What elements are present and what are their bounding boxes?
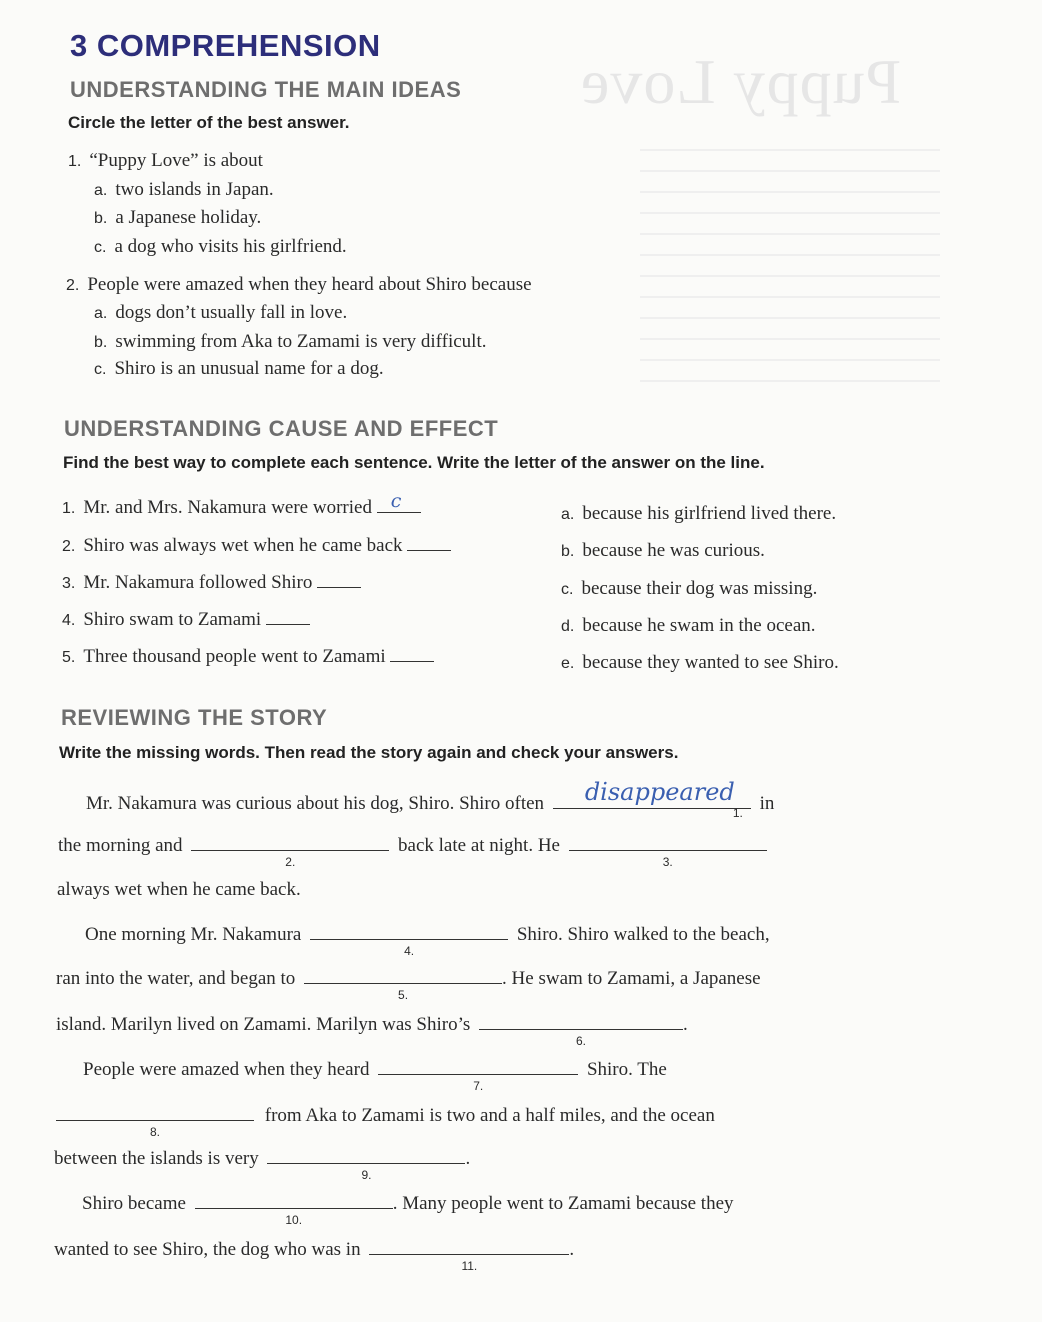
story-text: island. Marilyn lived on Zamami. Marilyn was Shiro’s bbox=[56, 1014, 471, 1035]
choice-letter: e. bbox=[561, 655, 575, 672]
effect-choice-b bbox=[561, 540, 765, 562]
story-blank-10[interactable] bbox=[195, 1192, 393, 1227]
story-blank-5[interactable] bbox=[304, 967, 502, 1002]
question-number: 1. bbox=[68, 153, 82, 170]
option-letter[interactable]: c. bbox=[94, 239, 107, 256]
effect-choice-c bbox=[561, 578, 817, 600]
bleed-through-lines bbox=[640, 130, 940, 401]
section-title: 3 COMPREHENSION bbox=[70, 28, 381, 63]
handwritten-answer: disappeared bbox=[584, 778, 735, 806]
review-instruction: Write the missing words. Then read the story again and check your answers. bbox=[59, 743, 679, 762]
answer-blank-3[interactable] bbox=[317, 571, 361, 588]
story-text: Shiro. The bbox=[586, 1059, 667, 1080]
story-text: wanted to see Shiro, the dog who was in bbox=[54, 1239, 361, 1260]
choice-text: because their dog was missing. bbox=[581, 578, 818, 599]
story-blank-8[interactable] bbox=[56, 1104, 254, 1139]
story-text: One morning Mr. Nakamura bbox=[85, 924, 302, 945]
option-text: Shiro is an unusual name for a dog. bbox=[114, 358, 384, 379]
option-2c[interactable] bbox=[94, 358, 384, 380]
cause-item-3 bbox=[62, 571, 361, 594]
option-1c[interactable] bbox=[94, 236, 347, 258]
choice-letter: c. bbox=[561, 581, 574, 598]
story-text: . bbox=[465, 1148, 471, 1169]
option-text: a Japanese holiday. bbox=[115, 207, 262, 228]
blank-number: 1. bbox=[732, 806, 743, 820]
choice-text: because they wanted to see Shiro. bbox=[582, 652, 839, 673]
story-blank-3[interactable] bbox=[569, 834, 767, 869]
story-blank-9[interactable] bbox=[267, 1147, 465, 1182]
choice-text: because his girlfriend lived there. bbox=[582, 503, 837, 524]
item-number: 2. bbox=[62, 538, 76, 555]
question-2 bbox=[66, 274, 532, 296]
review-heading: REVIEWING THE STORY bbox=[61, 705, 328, 730]
story-line-5 bbox=[56, 967, 761, 1002]
item-number: 3. bbox=[62, 575, 76, 592]
main-ideas-instruction: Circle the letter of the best answer. bbox=[68, 113, 350, 132]
option-2b[interactable] bbox=[94, 331, 487, 353]
story-line-3: always wet when he came back. bbox=[57, 879, 301, 900]
blank-number: 11. bbox=[461, 1259, 478, 1273]
story-text: . bbox=[569, 1239, 575, 1260]
story-blank-2[interactable] bbox=[191, 834, 389, 869]
story-blank-11[interactable] bbox=[369, 1238, 569, 1273]
item-text: Shiro was always wet when he came back bbox=[83, 535, 403, 556]
story-line-2 bbox=[58, 834, 771, 869]
story-blank-6[interactable] bbox=[479, 1013, 683, 1048]
option-text: two islands in Japan. bbox=[115, 179, 274, 200]
blank-number: 4. bbox=[404, 944, 415, 958]
answer-blank-2[interactable] bbox=[407, 534, 451, 551]
item-text: Shiro swam to Zamami bbox=[83, 609, 262, 630]
story-text: . bbox=[683, 1014, 688, 1035]
choice-letter: a. bbox=[561, 506, 575, 523]
option-text: swimming from Aka to Zamami is very difficult. bbox=[115, 331, 487, 352]
story-text: Shiro became bbox=[82, 1193, 186, 1214]
story-blank-4[interactable] bbox=[310, 923, 508, 958]
effect-choice-a bbox=[561, 503, 836, 525]
story-text: People were amazed when they heard bbox=[83, 1059, 370, 1080]
item-text: Mr. and Mrs. Nakamura were worried bbox=[83, 497, 372, 518]
option-1b[interactable] bbox=[94, 207, 261, 229]
story-text: between the islands is very bbox=[54, 1148, 259, 1169]
item-number: 4. bbox=[62, 612, 76, 629]
blank-number: 5. bbox=[398, 988, 409, 1002]
main-ideas-heading: UNDERSTANDING THE MAIN IDEAS bbox=[70, 77, 462, 102]
choice-text: because he swam in the ocean. bbox=[582, 615, 816, 636]
question-1 bbox=[68, 150, 263, 172]
item-text: Mr. Nakamura followed Shiro bbox=[83, 572, 313, 593]
story-text: from Aka to Zamami is two and a half miles, and the ocean bbox=[264, 1105, 715, 1126]
choice-letter: b. bbox=[561, 543, 575, 560]
story-line-8 bbox=[56, 1104, 715, 1139]
cause-effect-instruction: Find the best way to complete each sentence. Write the letter of the answer on the line. bbox=[63, 453, 765, 472]
option-text: dogs don’t usually fall in love. bbox=[115, 302, 348, 323]
choice-letter: d. bbox=[561, 618, 575, 635]
story-text: ran into the water, and began to bbox=[56, 968, 296, 989]
story-line-1 bbox=[86, 778, 775, 820]
cause-item-2 bbox=[62, 534, 451, 557]
option-1a[interactable] bbox=[94, 179, 274, 201]
item-text: Three thousand people went to Zamami bbox=[83, 646, 386, 667]
story-text: . He swam to Zamami, a Japanese bbox=[502, 968, 761, 989]
story-text: Shiro. Shiro walked to the beach, bbox=[516, 924, 770, 945]
story-text: . Many people went to Zamami because they bbox=[392, 1193, 734, 1214]
option-letter[interactable]: a. bbox=[94, 305, 108, 322]
story-text: Mr. Nakamura was curious about his dog, Shiro. Shiro often bbox=[86, 793, 545, 814]
story-line-4 bbox=[85, 923, 770, 958]
blank-number: 6. bbox=[576, 1034, 587, 1048]
item-number: 1. bbox=[62, 500, 76, 517]
effect-choice-e bbox=[561, 652, 839, 674]
cause-effect-heading: UNDERSTANDING CAUSE AND EFFECT bbox=[64, 416, 499, 441]
cause-item-4 bbox=[62, 608, 310, 631]
story-text: the morning and bbox=[58, 835, 183, 856]
question-text: “Puppy Love” is about bbox=[89, 150, 263, 171]
question-number: 2. bbox=[66, 277, 80, 294]
answer-blank-5[interactable] bbox=[390, 645, 434, 662]
blank-number: 7. bbox=[473, 1079, 484, 1093]
story-blank-1[interactable] bbox=[553, 778, 751, 820]
blank-number: 2. bbox=[285, 855, 296, 869]
answer-blank-1[interactable] bbox=[377, 490, 421, 513]
handwritten-answer: c bbox=[390, 490, 402, 512]
item-number: 5. bbox=[62, 649, 76, 666]
story-line-10 bbox=[82, 1192, 734, 1227]
story-blank-7[interactable] bbox=[378, 1058, 578, 1093]
blank-number: 10. bbox=[285, 1213, 303, 1227]
option-text: a dog who visits his girlfriend. bbox=[114, 236, 347, 257]
story-text: back late at night. He bbox=[398, 835, 560, 856]
story-line-9 bbox=[54, 1147, 471, 1182]
story-line-7 bbox=[83, 1058, 667, 1093]
option-letter[interactable]: b. bbox=[94, 334, 108, 351]
cause-item-5 bbox=[62, 645, 434, 668]
story-text: in bbox=[759, 793, 775, 814]
option-letter[interactable]: c. bbox=[94, 361, 107, 378]
blank-number: 8. bbox=[149, 1125, 160, 1139]
cause-item-1 bbox=[62, 490, 421, 519]
option-2a[interactable] bbox=[94, 302, 347, 324]
story-line-11 bbox=[54, 1238, 575, 1273]
story-line-6 bbox=[56, 1013, 688, 1048]
choice-text: because he was curious. bbox=[582, 540, 765, 561]
blank-number: 9. bbox=[361, 1168, 372, 1182]
effect-choice-d bbox=[561, 615, 816, 637]
blank-number: 3. bbox=[662, 855, 673, 869]
question-text: People were amazed when they heard about Shiro because bbox=[87, 274, 532, 295]
option-letter[interactable]: a. bbox=[94, 182, 108, 199]
option-letter[interactable]: b. bbox=[94, 210, 108, 227]
answer-blank-4[interactable] bbox=[266, 608, 310, 625]
bleed-through-title: Puppy Love bbox=[580, 46, 902, 117]
